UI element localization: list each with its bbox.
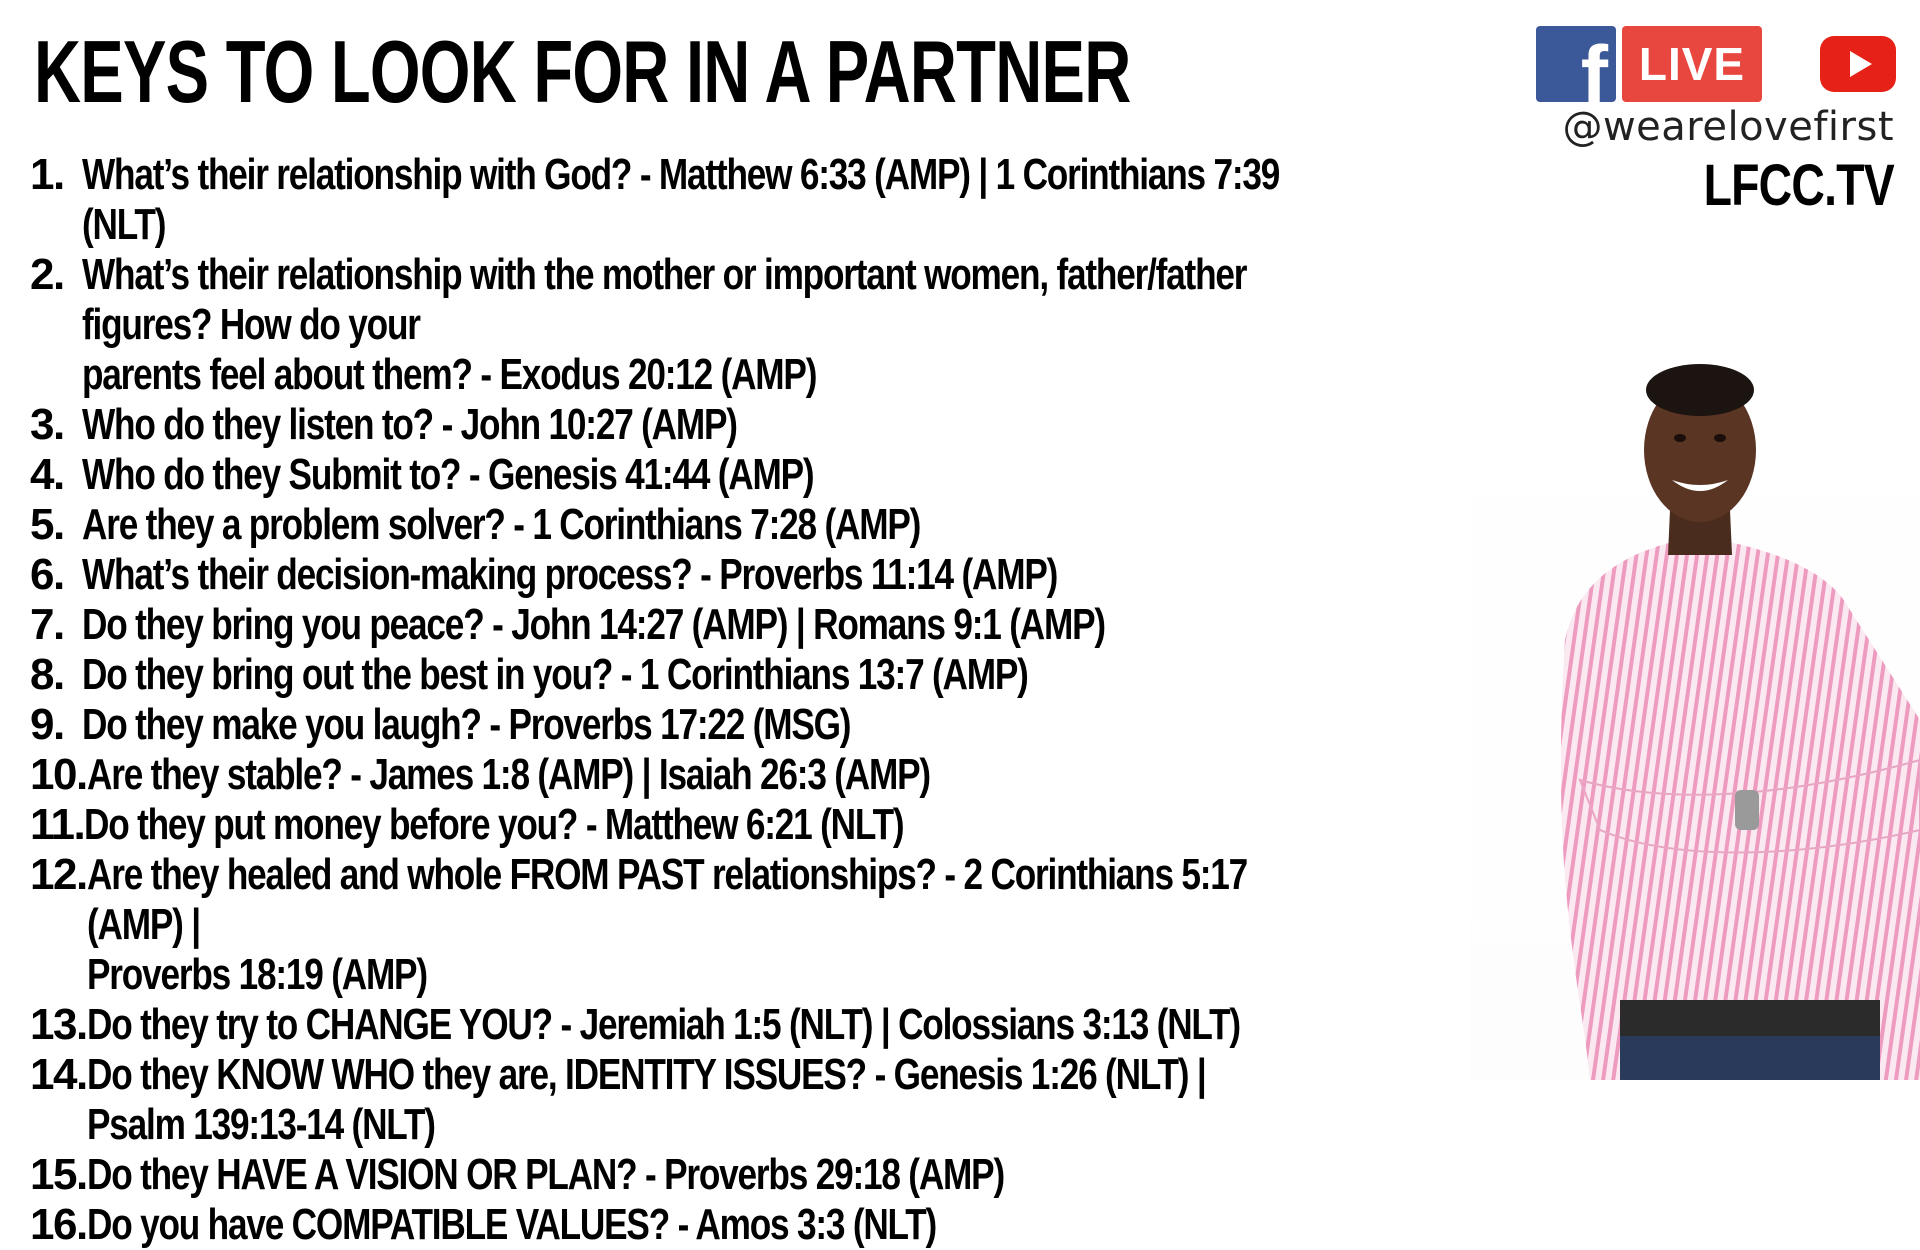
item-question: Do they KNOW WHO they are, IDENTITY ISSUES? [86,1050,866,1099]
facebook-icon: f [1536,26,1616,102]
item-question: Who do they Submit to? [82,450,461,499]
item-question: Do they bring you peace? [82,600,484,649]
item-reference: - Genesis 1:26 (NLT) | Psalm 139:13-14 (NLT) [86,1050,1206,1149]
item-reference: - Matthew 6:21 (NLT) [586,800,904,849]
item-number: 15. [30,1150,87,1199]
item-number: 1. [30,150,64,199]
list-item [30,700,1600,750]
item-reference: - John 10:27 (AMP) [441,400,737,449]
item-question: Who do they listen to? [82,400,433,449]
item-reference-cont: Proverbs 18:19 (AMP) [86,950,427,999]
item-question: Are they stable? [86,750,342,799]
list-item [30,500,1600,550]
item-question: What’s their relationship with God? [82,150,632,199]
item-question: Do they HAVE A VISION OR PLAN? [86,1150,637,1199]
list-item [30,600,1600,650]
item-question: Are they healed and whole FROM PAST relationships? [86,850,936,899]
youtube-icon [1820,36,1896,92]
item-number: 3. [30,400,64,449]
list-item [30,400,1600,450]
item-reference: - James 1:8 (AMP) | Isaiah 26:3 (AMP) [349,750,930,799]
item-number: 6. [30,550,64,599]
keys-list [30,150,1600,1250]
list-item [30,1150,1600,1200]
item-question-cont: parents feel about them? [82,350,472,399]
item-reference: - John 14:27 (AMP) | Romans 9:1 (AMP) [492,600,1105,649]
item-question: Are they a problem solver? [82,500,505,549]
item-number: 9. [30,700,64,749]
list-item [30,1200,1600,1250]
item-reference: - 2 Corinthians 5:17 (AMP) | [86,850,1247,949]
list-item [30,1000,1600,1050]
item-reference: - Matthew 6:33 (AMP) | 1 Corinthians 7:39 (NLT) [82,150,1280,249]
list-item [30,450,1600,500]
item-question: What’s their decision-making process? [82,550,692,599]
item-question: What’s their relationship with the mother or important women, father/father figures? How do your [82,250,1247,349]
item-number: 12. [30,850,87,899]
item-reference: - Proverbs 29:18 (AMP) [644,1150,1004,1199]
item-question: Do you have COMPATIBLE VALUES? [86,1200,669,1249]
list-item [30,1050,1600,1150]
list-item [30,650,1600,700]
item-number: 16. [30,1200,87,1249]
list-item [30,150,1600,250]
item-reference: - Exodus 20:12 (AMP) [480,350,817,399]
item-reference: - Amos 3:3 (NLT) [677,1200,936,1249]
website-label: LFCC.TV [1703,153,1894,218]
item-question: Do they make you laugh? [82,700,481,749]
item-reference: - Proverbs 17:22 (MSG) [489,700,851,749]
list-item [30,850,1600,1000]
item-reference: - 1 Corinthians 7:28 (AMP) [513,500,921,549]
item-reference: - 1 Corinthians 13:7 (AMP) [620,650,1028,699]
item-reference: - Genesis 41:44 (AMP) [468,450,814,499]
item-number: 7. [30,600,64,649]
item-number: 8. [30,650,64,699]
social-handle: @wearelovefirst [1562,104,1894,150]
item-question: Do they bring out the best in you? [82,650,613,699]
item-reference: - Jeremiah 1:5 (NLT) | Colossians 3:13 (NLT) [560,1000,1240,1049]
list-item [30,750,1600,800]
item-number: 13. [30,1000,87,1049]
item-number: 11. [30,800,85,849]
item-number: 10. [30,750,87,799]
list-item [30,250,1600,400]
social-logos [1536,26,1896,121]
list-item [30,550,1600,600]
list-item [30,800,1600,850]
page-title: KEYS TO LOOK FOR IN A PARTNER [34,22,1131,121]
item-number: 14. [30,1050,87,1099]
item-number: 4. [30,450,64,499]
item-question: Do they put money before you? [84,800,578,849]
item-number: 2. [30,250,64,299]
live-badge: LIVE [1622,26,1762,102]
item-number: 5. [30,500,64,549]
item-reference: - Proverbs 11:14 (AMP) [700,550,1058,599]
item-question: Do they try to CHANGE YOU? [86,1000,552,1049]
